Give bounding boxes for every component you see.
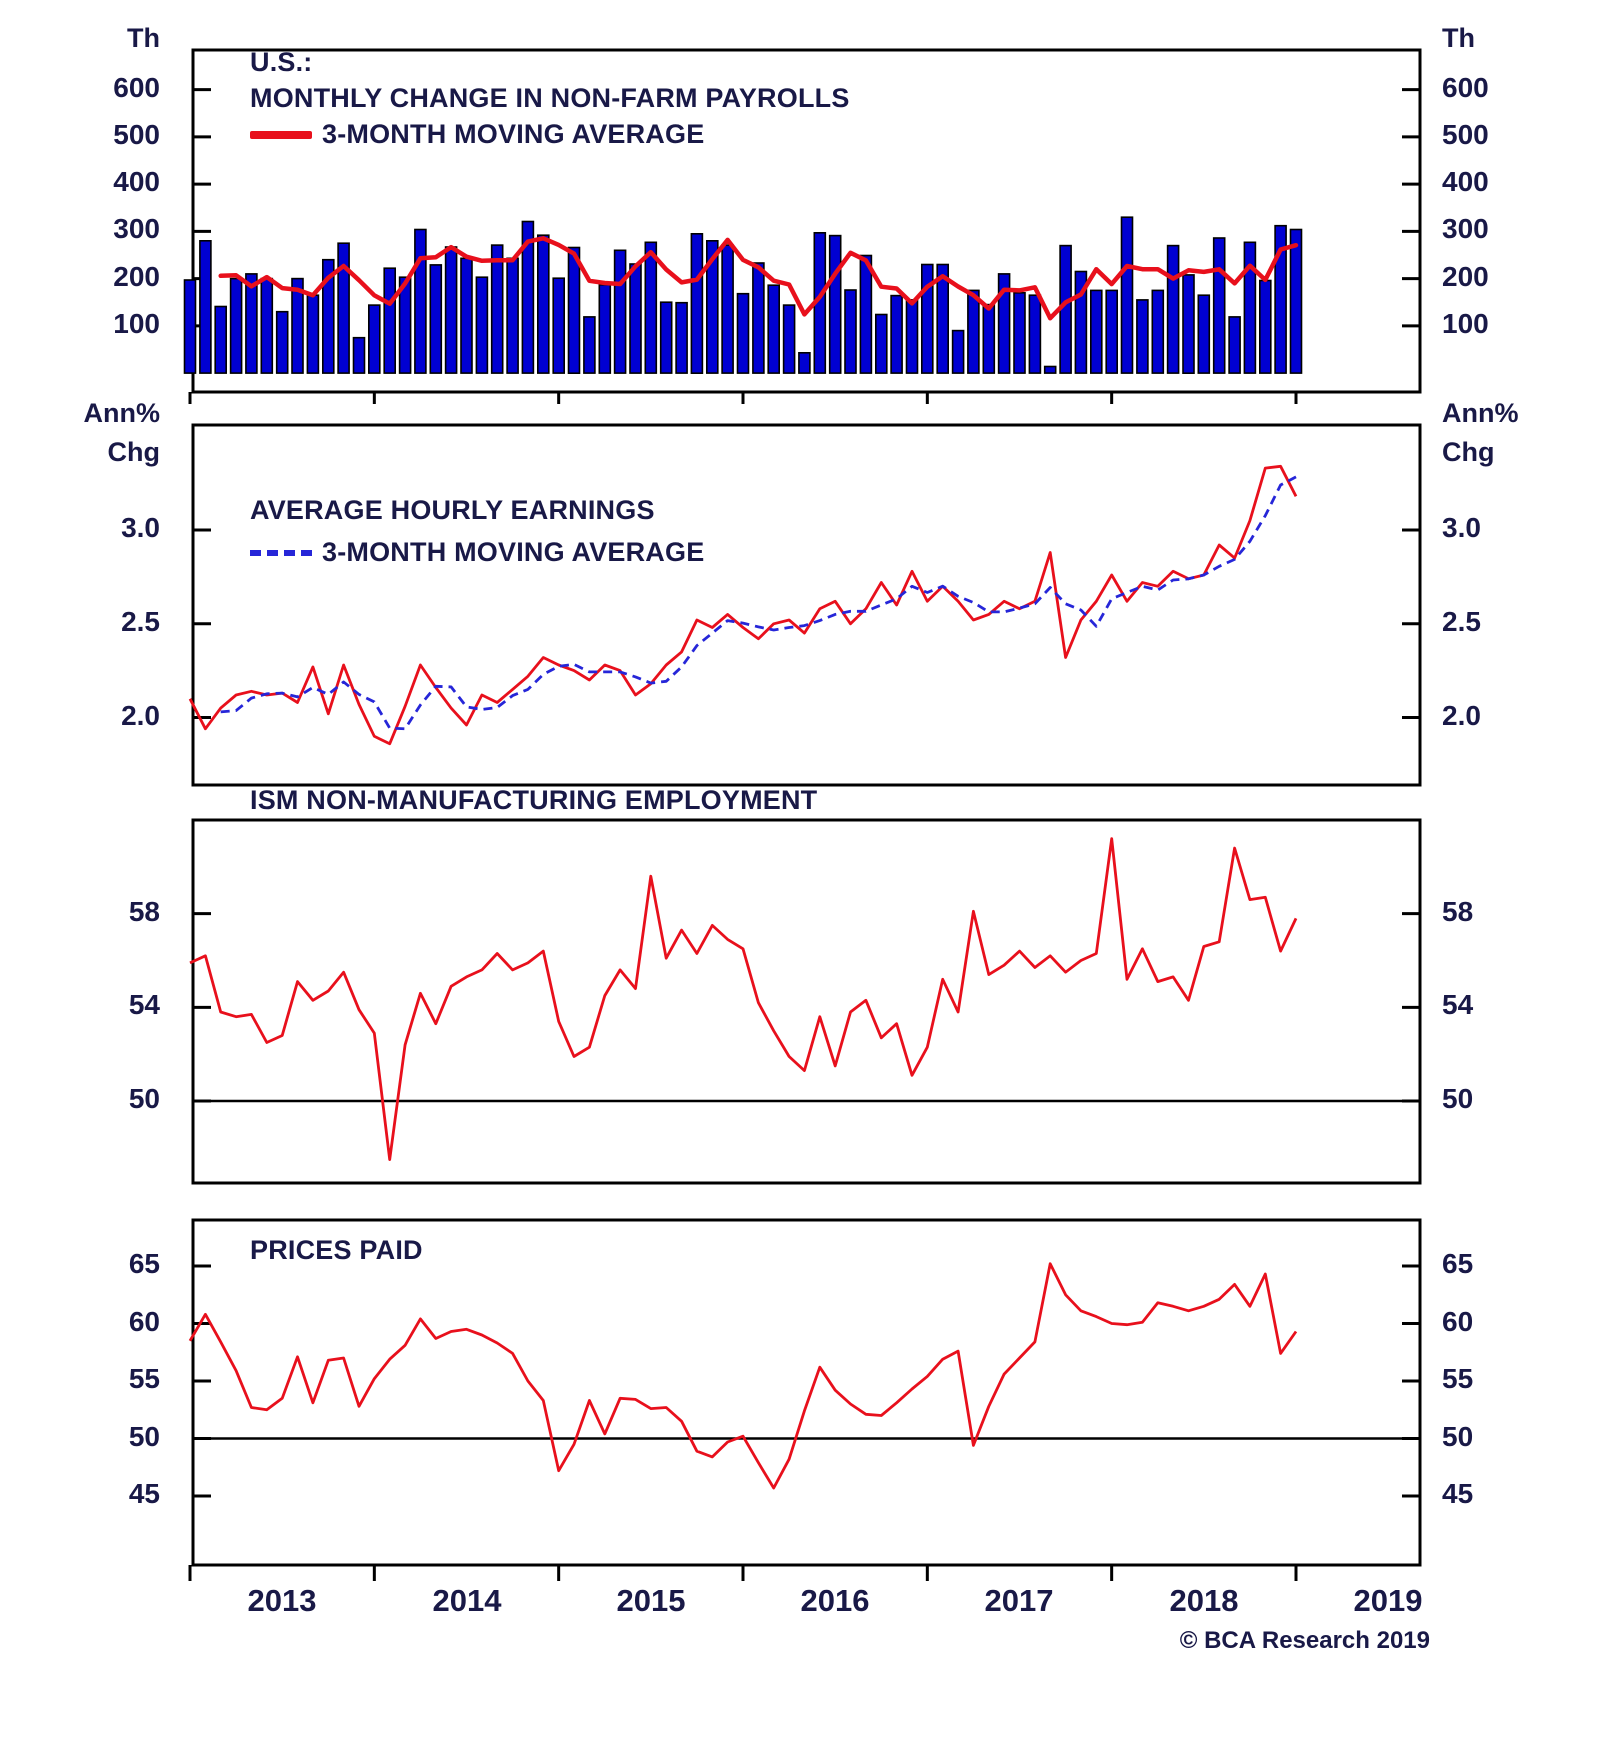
hourly-earnings-left-unit-label: Chg <box>107 437 160 467</box>
payrolls-right-tick-label: 600 <box>1442 71 1489 103</box>
prices-paid-left-tick-label: 50 <box>128 1420 160 1452</box>
payrolls-right-tick-label: 200 <box>1442 260 1489 292</box>
payrolls-bar <box>384 268 395 373</box>
payrolls-bar <box>1198 295 1209 373</box>
payrolls-right-tick-label: 500 <box>1442 118 1489 150</box>
hourly-earnings-left-unit-label: Ann% <box>83 398 160 428</box>
payrolls-bar <box>630 264 641 373</box>
x-axis-year-label: 2016 <box>800 1583 870 1618</box>
hourly-earnings-right-tick-label: 2.5 <box>1442 605 1481 637</box>
payrolls-bar <box>661 302 672 373</box>
payrolls-bar <box>907 300 918 373</box>
ism-employment-right-tick-label: 50 <box>1442 1083 1474 1115</box>
ism-employment-left-tick-label: 50 <box>128 1083 160 1115</box>
payrolls-bar <box>1291 230 1302 374</box>
payrolls-left-tick-label: 500 <box>113 118 160 150</box>
hourly-earnings-right-unit-label: Chg <box>1442 437 1495 467</box>
payrolls-right-tick-label: 100 <box>1442 307 1489 339</box>
payrolls-bar <box>1244 242 1255 373</box>
payrolls-bar <box>553 278 564 373</box>
payrolls-bar <box>246 274 257 373</box>
payrolls-bar <box>538 235 549 373</box>
payrolls-bar <box>1168 246 1179 374</box>
payrolls-bar <box>231 279 242 374</box>
payrolls-bar <box>1137 300 1148 373</box>
payrolls-title-line2: MONTHLY CHANGE IN NON-FARM PAYROLLS <box>250 83 850 113</box>
payrolls-bar <box>922 265 933 374</box>
payrolls-bar <box>1152 290 1163 373</box>
payrolls-left-tick-label: 400 <box>113 166 160 198</box>
ism-employment-frame <box>193 820 1420 1183</box>
prices-paid-left-tick-label: 45 <box>128 1478 160 1509</box>
payrolls-bar <box>277 312 288 373</box>
ism-employment-right-tick-label: 58 <box>1442 895 1474 927</box>
payrolls-bar <box>753 263 764 373</box>
x-axis-year-label: 2015 <box>616 1583 686 1618</box>
payrolls-left-unit-label: Th <box>127 23 160 53</box>
payrolls-left-tick-label: 600 <box>113 71 160 103</box>
payrolls-bar <box>1260 281 1271 374</box>
payrolls-bar <box>261 279 272 374</box>
payrolls-right-tick-label: 400 <box>1442 166 1489 198</box>
payrolls-legend-label: 3-MONTH MOVING AVERAGE <box>322 119 705 149</box>
payrolls-bar <box>1122 217 1133 373</box>
payrolls-bar <box>1014 293 1025 373</box>
payrolls-bar <box>891 296 902 374</box>
payrolls-bar <box>569 248 580 374</box>
prices-paid-left-tick-label: 55 <box>128 1363 160 1394</box>
payrolls-bar <box>1214 238 1225 373</box>
payrolls-bar <box>415 230 426 374</box>
copyright-text: © BCA Research 2019 <box>1179 1627 1430 1654</box>
payrolls-bar <box>860 256 871 374</box>
prices-paid-line <box>190 1264 1296 1488</box>
payrolls-bar <box>968 290 979 373</box>
payrolls-bar <box>492 245 503 373</box>
prices-paid-right-tick-label: 60 <box>1442 1305 1474 1337</box>
payrolls-bar <box>830 236 841 374</box>
payrolls-bar <box>354 338 365 373</box>
payrolls-bar <box>507 258 518 373</box>
payrolls-left-tick-label: 100 <box>113 307 160 339</box>
x-axis-year-label: 2017 <box>984 1583 1054 1618</box>
prices-paid-left-tick-label: 65 <box>128 1248 160 1279</box>
payrolls-left-tick-label: 300 <box>113 213 160 245</box>
payrolls-bar <box>722 245 733 373</box>
ism-employment-right-tick-label: 54 <box>1442 989 1474 1021</box>
prices-paid-right-tick-label: 45 <box>1442 1478 1474 1509</box>
payrolls-bar <box>799 353 810 373</box>
prices-paid-left-tick-label: 60 <box>128 1305 160 1337</box>
payrolls-bar <box>845 290 856 373</box>
payrolls-bar <box>645 242 656 373</box>
ism-employment-left-tick-label: 54 <box>128 989 160 1021</box>
payrolls-bar <box>1229 317 1240 373</box>
ism-employment-left-tick-label: 58 <box>128 895 160 927</box>
red-line-legend-swatch <box>250 131 312 139</box>
payrolls-bar <box>691 234 702 373</box>
x-axis-year-label: 2013 <box>247 1583 317 1618</box>
blue-dashed-legend-swatch <box>250 550 314 556</box>
hourly-earnings-right-tick-label: 2.0 <box>1442 699 1481 731</box>
payrolls-bar <box>1029 295 1040 373</box>
prices-paid-right-tick-label: 65 <box>1442 1248 1474 1279</box>
payrolls-bar <box>584 317 595 373</box>
payrolls-right-tick-label: 300 <box>1442 213 1489 245</box>
payrolls-bar <box>200 241 211 373</box>
payrolls-bar <box>784 305 795 373</box>
hourly-earnings-left-tick-label: 3.0 <box>121 512 160 543</box>
payrolls-bar <box>983 305 994 374</box>
payrolls-title-line1: U.S.: <box>250 47 313 77</box>
payrolls-bar <box>1106 290 1117 373</box>
payrolls-bar <box>215 307 226 374</box>
payrolls-bar <box>338 243 349 373</box>
payrolls-bar <box>369 305 380 373</box>
payrolls-bar <box>599 285 610 373</box>
hourly-earnings-title: AVERAGE HOURLY EARNINGS <box>250 495 655 525</box>
ism-employment-line <box>190 839 1296 1160</box>
hourly-earnings-frame <box>193 425 1420 785</box>
x-axis-year-label: 2014 <box>432 1583 502 1618</box>
payrolls-bar <box>876 315 887 374</box>
hourly-earnings-left-tick-label: 2.5 <box>121 605 160 637</box>
payrolls-bar <box>768 285 779 373</box>
payrolls-bar <box>615 250 626 373</box>
payrolls-bar <box>185 280 196 373</box>
hourly-earnings-left-tick-label: 2.0 <box>121 699 160 731</box>
hourly-earnings-right-tick-label: 3.0 <box>1442 512 1481 543</box>
payrolls-bar <box>307 295 318 373</box>
payrolls-right-unit-label: Th <box>1442 23 1475 53</box>
payrolls-bar <box>1045 367 1056 374</box>
hourly-earnings-legend-label: 3-MONTH MOVING AVERAGE <box>322 537 705 567</box>
payrolls-bar <box>738 294 749 373</box>
payrolls-bar <box>953 331 964 374</box>
prices-paid-frame <box>193 1220 1420 1565</box>
ism-employment-title: ISM NON-MANUFACTURING EMPLOYMENT <box>250 785 818 815</box>
payrolls-bar <box>1183 275 1194 373</box>
payrolls-bar <box>430 265 441 373</box>
prices-paid-title: PRICES PAID <box>250 1235 423 1265</box>
payrolls-bars <box>185 217 1302 373</box>
payrolls-bar <box>446 247 457 373</box>
hourly-earnings-right-unit-label: Ann% <box>1442 398 1519 428</box>
x-axis-year-label: 2019 <box>1353 1583 1423 1618</box>
payrolls-bar <box>676 303 687 373</box>
payrolls-left-tick-label: 200 <box>113 260 160 292</box>
payrolls-bar <box>461 258 472 373</box>
payrolls-bar <box>1091 290 1102 373</box>
x-axis-year-label: 2018 <box>1169 1583 1239 1618</box>
prices-paid-right-tick-label: 50 <box>1442 1420 1474 1452</box>
payrolls-bar <box>476 277 487 373</box>
prices-paid-right-tick-label: 55 <box>1442 1363 1474 1394</box>
